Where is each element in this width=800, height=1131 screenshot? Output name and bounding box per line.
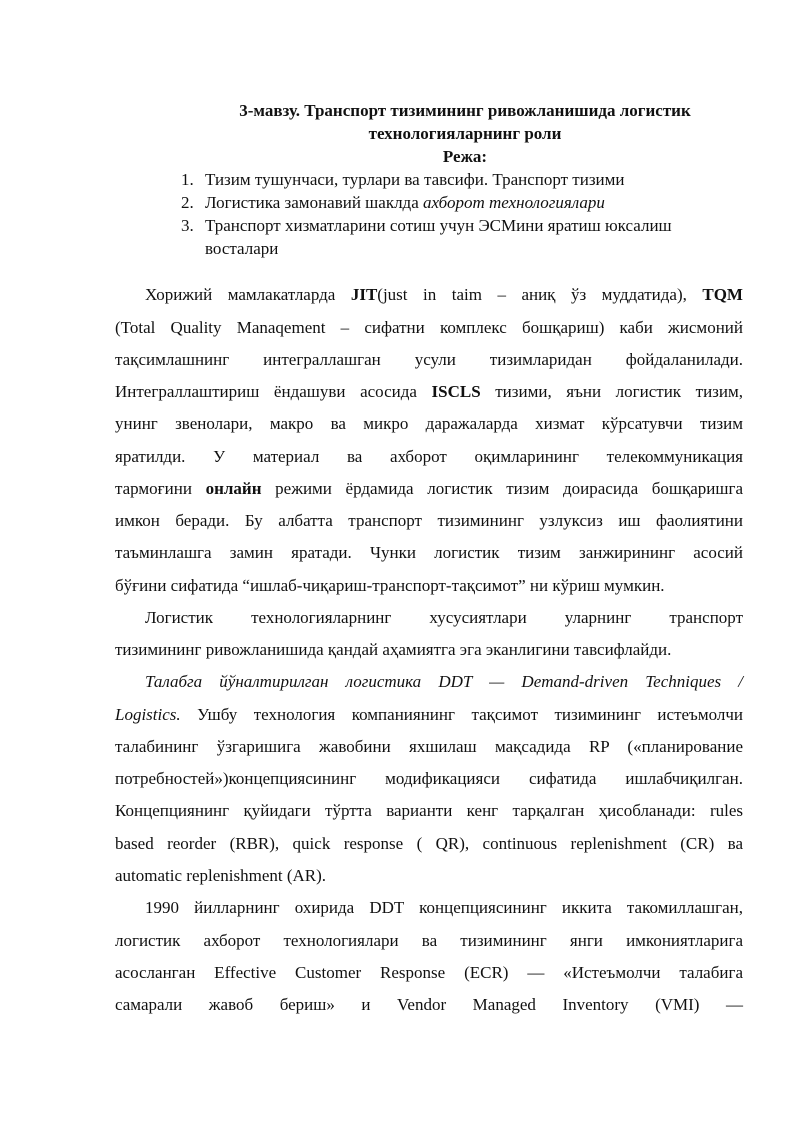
term-ddt: Талабга йўналтирилган логистика DDT — Demand-driven Techniques / bbox=[145, 672, 743, 691]
paragraph-line: Интеграллаштириш ёндашуви асосида ISCLS тизими, яъни логистик тизим, bbox=[115, 382, 743, 401]
paragraph-line: тизимининг ривожланишида қандай аҳамиятга эга эканлигини тавсифлайди. bbox=[115, 640, 672, 659]
plan-item-text: Транспорт хизматларини сотиш учун ЭСМини яратиш юксалиш bbox=[205, 216, 672, 235]
paragraph-line: талабининг ўзгаришига жавобини яхшилаш мақсадида RP («планирование bbox=[115, 737, 743, 756]
paragraph-line: самарали жавоб бериш» и Vendor Managed Inventory (VMI) — bbox=[115, 995, 743, 1014]
paragraph-line: унинг звенолари, макро ва микро даражаларда хизмат кўрсатувчи тизим bbox=[115, 414, 743, 433]
plan-item-1 bbox=[181, 168, 741, 191]
plan-item-emphasis: ахборот технологиялари bbox=[423, 193, 605, 212]
term-jit: JIT bbox=[350, 285, 378, 304]
paragraph-line: automatic replenishment (AR). bbox=[115, 866, 327, 885]
paragraph-line: имкон беради. Бу албатта транспорт тизимининг узлуксиз иш фаолиятини bbox=[115, 511, 743, 530]
paragraph-line: таъминлашга замин яратади. Чунки логистик тизим занжирининг асосий bbox=[115, 543, 743, 562]
paragraph-line: бўғини сифатида “ишлаб-чиқариш-транспорт-тақсимот” ни кўриш мумкин. bbox=[115, 576, 665, 595]
paragraph-line: 1990 йилларнинг охирида DDT концепциясининг иккита такомиллашган, bbox=[145, 898, 743, 917]
term-online: онлайн bbox=[205, 479, 262, 498]
title-line-2: технологияларнинг роли bbox=[368, 124, 562, 143]
paragraph-line: тақсимлашнинг интеграллашган усули тизимларидан фойдаланилади. bbox=[115, 350, 743, 369]
lecture-title bbox=[165, 99, 765, 168]
paragraph-line: (Total Quality Manaqement – сифатни комплекс бошқариш) каби жисмоний bbox=[115, 318, 743, 337]
paragraph-line: Logistics. Ушбу технология компаниянинг тақсимот тизимининг истеъмолчи bbox=[115, 705, 743, 724]
plan-item-number: 1. bbox=[181, 170, 194, 189]
paragraph-line: логистик ахборот технологиялари ва тизимининг янги имкониятларига bbox=[115, 931, 743, 950]
plan-item-2 bbox=[181, 191, 741, 214]
paragraph-line: based reorder (RBR), quick response ( QR), continuous replenishment (CR) ва bbox=[115, 834, 743, 853]
plan-item-number: 3. bbox=[181, 216, 194, 235]
paragraph-line: потребностей»)концепциясининг модификацияси сифатида ишлабчиқилган. bbox=[115, 769, 743, 788]
plan-heading: Режа: bbox=[442, 147, 488, 166]
plan-list bbox=[181, 168, 741, 260]
paragraph-line: Концепциянинг қуйидаги тўртта варианти кенг тарқалган ҳисобланади: rules bbox=[115, 801, 743, 820]
term-tqm: TQM bbox=[702, 285, 743, 304]
paragraph-line bbox=[145, 670, 743, 694]
term-iscls: ISCLS bbox=[431, 382, 481, 401]
plan-item-text: Логистика замонавий шаклда bbox=[205, 193, 424, 212]
plan-item-number: 2. bbox=[181, 193, 194, 212]
title-line-1: 3-мавзу. Транспорт тизимининг ривожланишида логистик bbox=[239, 101, 691, 120]
plan-item-text: Тизим тушунчаси, турлари ва тавсифи. Транспорт тизими bbox=[205, 170, 625, 189]
plan-item-3 bbox=[181, 214, 741, 260]
paragraph-line: асосланган Effective Customer Response (ECR) — «Истеъмолчи талабига bbox=[115, 963, 743, 982]
paragraph-line: Логистик технологияларнинг хусусиятлари уларнинг транспорт bbox=[145, 608, 743, 627]
paragraph-line: Хорижий мамлакатларда JIT(just in taim – аниқ ўз муддатида), TQM bbox=[145, 285, 743, 304]
paragraph-line: яратилди. У материал ва ахборот оқимларининг телекоммуникация bbox=[115, 447, 743, 466]
plan-item-text-cont: восталари bbox=[205, 239, 279, 258]
paragraph-line: тармоғини онлайн режими ёрдамида логистик тизим доирасида бошқаришга bbox=[115, 479, 743, 498]
